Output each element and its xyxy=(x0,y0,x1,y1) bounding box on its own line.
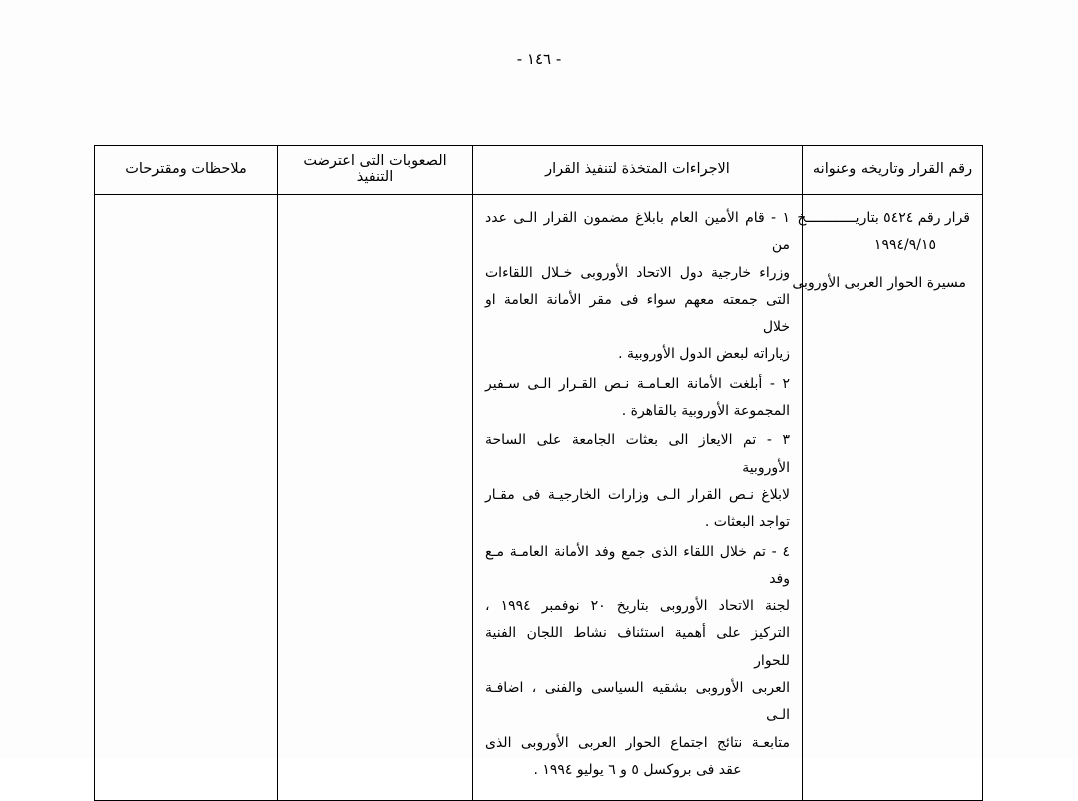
decisions-table xyxy=(94,145,983,801)
procedure-line: تواجد البعثات . xyxy=(704,514,790,531)
procedure-item-4 xyxy=(485,539,790,785)
procedure-line: متابعـة نتائج اجتماع الحوار العربى الأوروبى الذى xyxy=(485,734,790,751)
decision-number: قرار رقم ٥٤٢٤ بتاريــــــــــــخ xyxy=(797,210,970,226)
procedure-line: لجنة الاتحاد الأوروبى بتاريخ ٢٠ نوفمبر ١٩٩٤ ، xyxy=(485,598,791,615)
procedure-line: ١ - قام الأمين العام بابلاغ مضمون القرار الـى عدد من xyxy=(485,210,790,254)
procedure-line: المجموعة الأوروبية بالقاهرة . xyxy=(621,403,790,420)
procedure-line: ٢ - أبلغت الأمانة العـامـة نـص القـرار الـى سـفير xyxy=(485,375,790,392)
page-number: - ١٤٦ - xyxy=(516,50,562,68)
header-difficulties: الصعوبات التى اعترضت التنفيذ xyxy=(278,146,473,195)
procedure-line: لابلاغ نـص القرار الـى وزارات الخارجيـة فى مقـار xyxy=(485,486,790,503)
table-header xyxy=(95,146,983,195)
decision-title: مسيرة الحوار العربى الأوروبى xyxy=(792,274,966,291)
procedure-item-2 xyxy=(485,371,790,426)
cell-difficulties xyxy=(278,195,473,801)
procedure-line: ٣ - تم الايعاز الى بعثات الجامعة على الساحة الأوروبية xyxy=(485,432,790,476)
decisions-table-container xyxy=(95,145,983,801)
procedure-line: عقد فى بروكسل ٥ و ٦ يوليو ١٩٩٤ . xyxy=(533,761,742,778)
cell-notes xyxy=(95,195,278,801)
procedure-line: التى جمعته معهم سواء فى مقر الأمانة العامة او خلال xyxy=(485,291,790,336)
cell-procedures xyxy=(473,195,803,801)
procedure-line: زياراته لبعض الدول الأوروبية . xyxy=(618,346,790,363)
procedure-item-1 xyxy=(485,205,790,369)
table-body xyxy=(95,195,983,801)
header-procedures: الاجراءات المتخذة لتنفيذ القرار xyxy=(473,146,803,195)
procedure-line: التركيز على أهمية استئناف نشاط اللجان الفنية للحوار xyxy=(485,625,790,669)
cell-decision-info xyxy=(792,195,983,801)
procedure-item-3 xyxy=(485,427,790,536)
procedure-line: ٤ - تم خلال اللقاء الذى جمع وفد الأمانة العامـة مـع وفد xyxy=(485,543,790,587)
procedure-line: وزراء خارجية دول الاتحاد الأوروبى خـلال اللقاءات xyxy=(485,264,790,281)
header-decision-number: رقم القرار وتاريخه وعنوانه xyxy=(803,146,983,195)
procedure-line: العربى الأوروبى بشقيه السياسى والفنى ، اضافـة الـى xyxy=(485,680,790,724)
header-notes: ملاحظات ومقترحات xyxy=(95,146,278,195)
table-header-row xyxy=(95,146,983,195)
table-row xyxy=(95,195,983,801)
decision-date: ١٩٩٤/٩/١٥ xyxy=(873,237,936,254)
